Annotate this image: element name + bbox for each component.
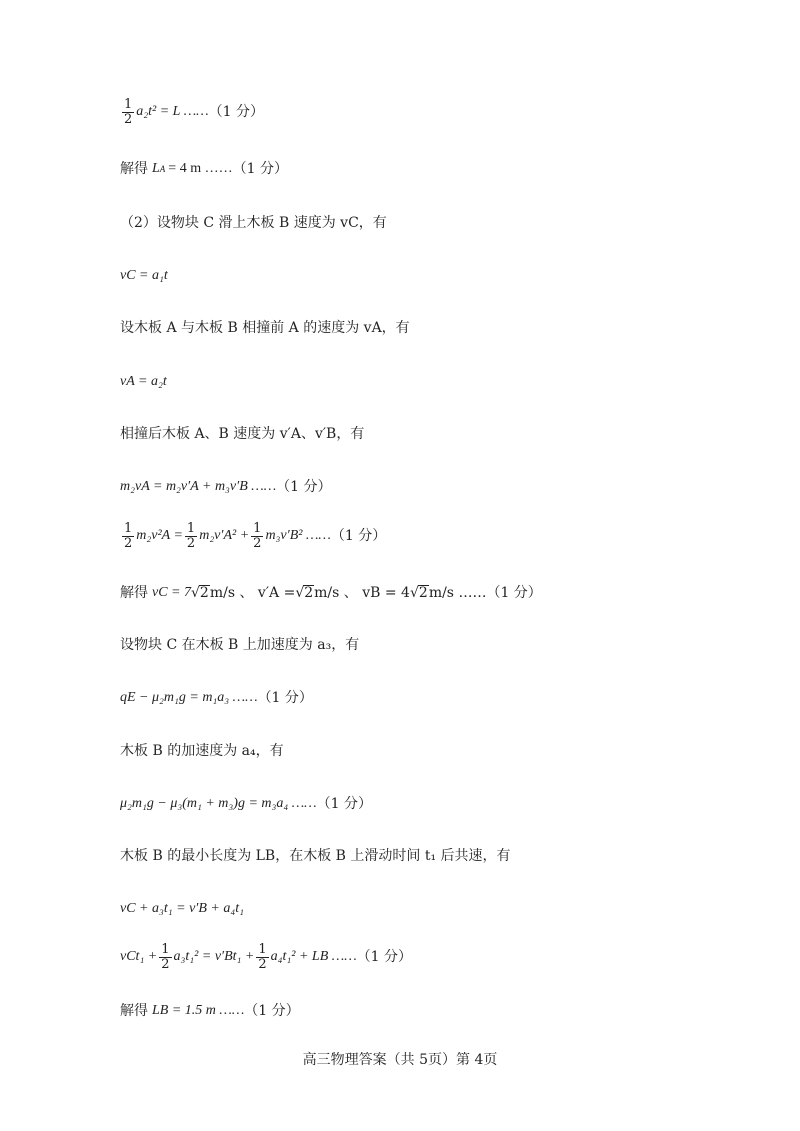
score-text: （1 分） <box>232 161 288 177</box>
score-text: （1 分） <box>330 528 387 545</box>
fraction-half: $\frac{1}{2}$ <box>124 521 133 551</box>
equation-part: vC = 7 <box>152 584 191 600</box>
result-line-2 <box>120 585 542 600</box>
equation-right: m₃v′B² …… <box>265 528 331 544</box>
sqrt-symbol: √ 2 <box>295 584 314 601</box>
text-line-1 <box>120 216 387 230</box>
equation-subscript: A <box>159 163 166 174</box>
paragraph-text: 设物块 C 在木板 B 上加速度为 a₃，有 <box>120 637 360 653</box>
equation-part: a₃t₁² = v′Bt₁ + <box>173 949 255 965</box>
sqrt-symbol: √ 2 <box>191 584 209 601</box>
score-text: （1 分） <box>276 479 332 495</box>
paragraph-text: 设木板 A 与木板 B 相撞前 A 的速度为 vA，有 <box>120 320 410 336</box>
equation-mid: m₂v′A² + <box>199 528 250 544</box>
equation-left: m₂v²A = <box>136 528 183 544</box>
equation-part: vCt₁ + <box>120 949 158 965</box>
fraction-half: $\frac{1}{2}$ <box>161 942 170 972</box>
equation-part: m/s 、 vB = 4 <box>314 584 410 601</box>
equation-line-5 <box>120 522 386 550</box>
fraction-half: $\frac{1}{2}$ <box>186 521 196 551</box>
fraction-half: $\frac{1}{2}$ <box>258 942 267 972</box>
page-footer: 高三物理答案（共 5页）第 4页 <box>302 1052 498 1068</box>
score-text: （1 分） <box>316 796 372 812</box>
equation-line-7 <box>120 797 372 811</box>
equation-line-8 <box>120 902 244 916</box>
equation-line-2 <box>120 269 168 283</box>
fraction-half: $\frac{1}{2}$ <box>253 521 262 551</box>
equation-line-6 <box>120 691 313 705</box>
text-line-4 <box>120 638 359 652</box>
sqrt-symbol: √ 2 <box>409 584 428 601</box>
score-text: （1 分） <box>208 104 264 121</box>
equation-text: m₂vA = m₂v′A + m₃v′B …… <box>120 479 277 494</box>
lead-text: 解得 <box>120 161 148 177</box>
equation-text: μ₂m₁g − μ₃(m₁ + m₃)g = m₃a₄ …… <box>120 796 317 811</box>
score-text: （1 分） <box>486 584 542 601</box>
equation-part: m/s …… <box>428 584 487 601</box>
equation-line-4 <box>120 480 332 494</box>
paragraph-text: 木板 B 的最小长度为 LB，在木板 B 上滑动时间 t₁ 后共速，有 <box>120 848 511 864</box>
equation-text: vC + a₃t₁ = v′B + a₄t₁ <box>120 901 244 916</box>
equation-line-3 <box>120 375 167 389</box>
equation-text: a₂t² = L …… <box>136 104 209 120</box>
result-line-3 <box>120 1004 300 1018</box>
text-line-5 <box>120 744 284 758</box>
equation-part: a₄t₁² + LB …… <box>270 949 357 965</box>
equation-text: qE − μ₂m₁g = m₁a₃ …… <box>120 690 258 705</box>
equation-part: m/s 、 v′A = <box>209 584 296 601</box>
equation-line-9 <box>120 943 412 971</box>
text-line-6 <box>120 849 511 863</box>
equation-line-1 <box>120 98 264 126</box>
paragraph-text: 木板 B 的加速度为 a₄，有 <box>120 743 284 759</box>
result-line-1 <box>120 162 288 176</box>
score-text: （1 分） <box>257 690 313 706</box>
paragraph-text: （2）设物块 C 滑上木板 B 速度为 vC，有 <box>120 215 387 231</box>
text-line-2 <box>120 321 410 335</box>
score-text: （1 分） <box>244 1003 300 1019</box>
fraction-half: $\frac{1}{2}$ <box>124 97 133 127</box>
equation-rest: = 4 m …… <box>168 161 233 176</box>
lead-text: 解得 <box>120 1003 148 1019</box>
paragraph-text: 相撞后木板 A、B 速度为 v′A、v′B，有 <box>120 426 365 442</box>
equation-symbol: L <box>152 161 160 176</box>
equation-text: vA = a₂t <box>120 374 167 389</box>
equation-text: vC = a₁t <box>120 268 168 283</box>
score-text: （1 分） <box>356 949 413 966</box>
text-line-3 <box>120 427 364 441</box>
equation-text: LB = 1.5 m …… <box>152 1003 245 1018</box>
lead-text: 解得 <box>120 584 148 601</box>
